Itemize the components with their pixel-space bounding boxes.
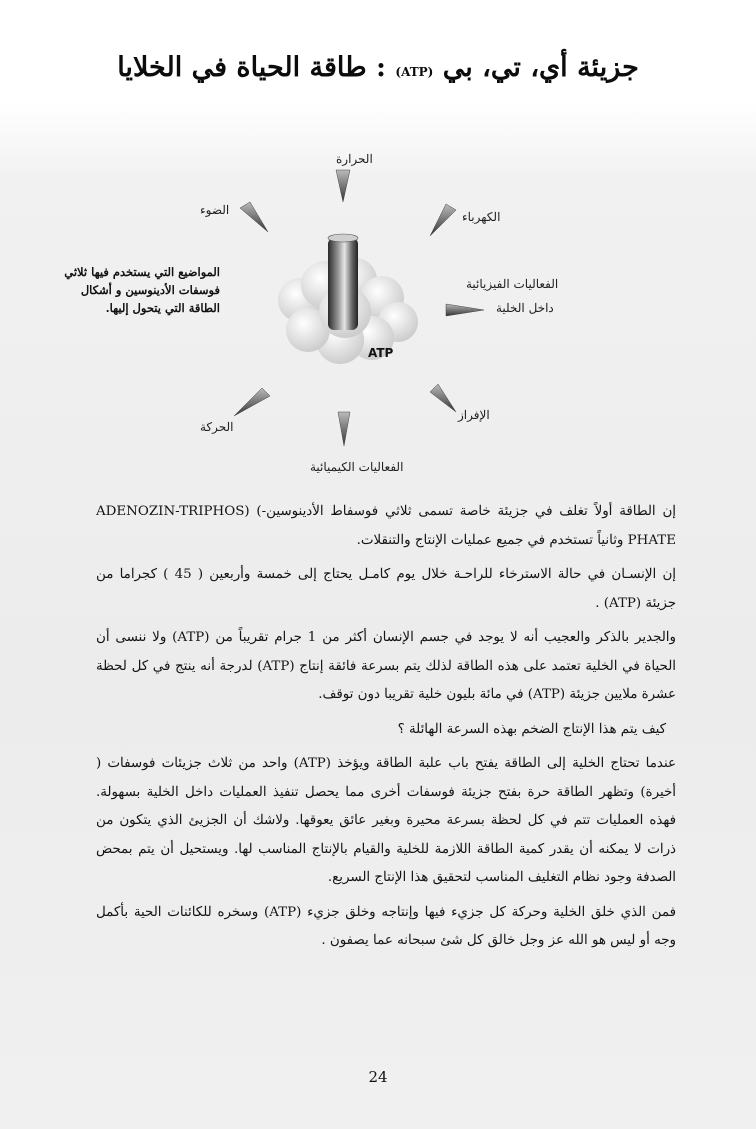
atp-cylinder: [328, 234, 358, 330]
title-part1: جزيئة أي، تي، بي: [442, 52, 639, 83]
label-physical-activity-2: داخل الخلية: [496, 301, 554, 315]
label-light: الضوء: [200, 203, 230, 217]
paragraph-3: والجدير بالذكر والعجيب أنه لا يوجد في جسم الإنسان أكثر من 1 جرام تقريباً من (ATP) ولا ننسى أن الحياة في الخلية تعتمد على هذه الطاقة لذلك يتم بسرعة فائقة إنتاج (ATP) لدرجة أنه ينتج في كل لحظة عشرة ملايين جزيئة (ATP) في مائة بليون خلية تقريبا دون توقف.: [96, 630, 676, 702]
label-physical-activity-1: الفعاليات الفيزيائية: [466, 277, 559, 291]
label-electricity: الكهرباء: [462, 210, 501, 224]
body-text: [96, 498, 676, 962]
diagram-side-note: المواضيع التي يستخدم فيها ثلاثي فوسفات الأدينوسين و أشكال الطاقة التي يتحول إليها.: [64, 265, 220, 315]
label-heat: الحرارة: [336, 152, 373, 166]
label-chemical-activities: الفعاليات الكيميائية: [310, 460, 404, 474]
label-secretion: الإفراز: [458, 408, 490, 422]
page-title: [0, 52, 756, 83]
title-atp: (ATP): [395, 65, 434, 79]
label-movement: الحركة: [200, 420, 234, 434]
paragraph-5: فمن الذي خلق الخلية وحركة كل جزيء فيها وإنتاجه وخلق جزيء (ATP) وسخره للكائنات الحية بأكمل وجه أو ليس هو الله عز وجل خالق كل شئ سبحانه عما يصفون .: [96, 904, 676, 948]
atp-diagram: [0, 140, 756, 485]
atp-center-label: ATP: [368, 346, 394, 360]
paragraph-2: إن الإنسـان في حالة الاسترخاء للراحـة خلال يوم كامـل يحتاج إلى خمسة وأربعين ( 45 ) كجراما من جزيئة (ATP) .: [96, 567, 677, 611]
paragraph-4: عندما تحتاج الخلية إلى الطاقة يفتح باب علبة الطاقة ويؤخذ (ATP) واحد من ثلاث جزيئات فوسفات ( أخيرة) وتظهر الطاقة حرة بفتح جزيئة فوسفات أخرى مما يحصل تنفيذ العمليات داخل الخلية بسهولة. فهذه العمليات تتم في كل لحظة بسرعة محيرة وبغير عائق يعوقها. ولاشك أن الجزيئ الذي يتكون من ذرات لا يمكنه أن يقدر كمية الطاقة اللازمة للخلية والقيام بالإنتاج المناسب لها. ويستحيل أن يتم بمحض الصدفة وجود نظام التغليف المناسب لتحقيق هذا الإنتاج السريع.: [96, 756, 676, 885]
question-line: كيف يتم هذا الإنتاج الضخم بهذه السرعة الهائلة ؟: [397, 721, 666, 737]
title-part2: : طاقة الحياة في الخلايا: [117, 52, 386, 83]
paragraph-1: إن الطاقة أولاً تغلف في جزيئة خاصة تسمى ثلاثي فوسفاط الأدينوسين-ADENOZIN-TRIPHOS) ( PHATE وثانياً تستخدم في جميع عمليات الإنتاج والتنقلات.: [96, 504, 676, 548]
page-number: 24: [368, 1068, 388, 1086]
